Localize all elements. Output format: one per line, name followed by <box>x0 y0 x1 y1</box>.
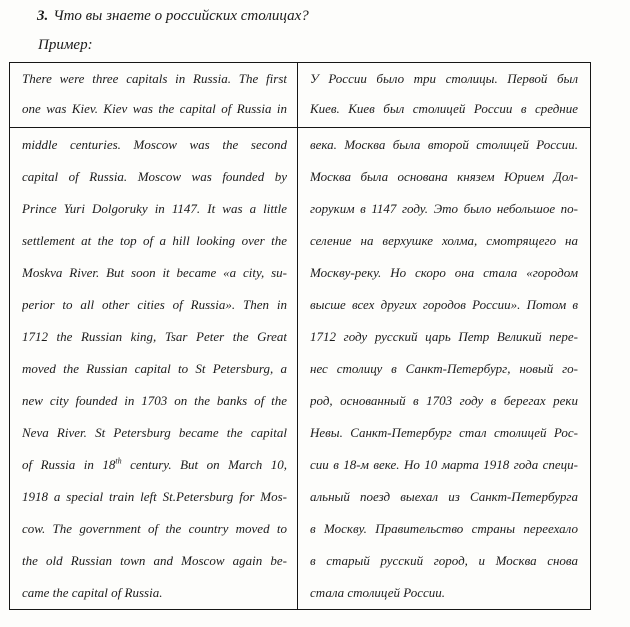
text-line: нес столицу в Санкт-Петербург, новый го- <box>310 361 578 376</box>
text-line: в Москву. Правительство страны переехало <box>310 521 578 536</box>
text-line: Moskva River. But soon it became «a city, su- <box>22 265 287 280</box>
text-line: perior to all other cities of Russia». Then in <box>22 297 287 312</box>
text-line: Neva River. St Petersburg became the capital <box>22 425 287 440</box>
task-heading <box>37 8 309 25</box>
example-label: Пример: <box>38 37 93 53</box>
text-line: Невы. Санкт-Петербург стал столицей Рос- <box>310 425 578 440</box>
text-line: Москву-реку. Но скоро она стала «городом <box>310 265 578 280</box>
text-line: альный поезд выехал из Санкт-Петербурга <box>310 489 578 504</box>
text-line: селение на верхушке холма, смотрящего на <box>310 233 578 248</box>
example-table <box>9 62 591 610</box>
superscript: th <box>115 456 122 466</box>
text-line: cow. The government of the country moved to <box>22 521 287 536</box>
text-line: middle centuries. Moscow was the second <box>22 137 287 152</box>
text-line: 1918 a special train left St.Petersburg for Mos- <box>22 489 287 504</box>
text-line: moved the Russian capital to St Petersburg, a <box>22 361 287 376</box>
russian-cell <box>298 63 590 127</box>
text-line: высше всех других городов России». Потом в <box>310 297 578 312</box>
text-line: в старый русский город, и Москва снова <box>310 553 578 568</box>
text-line: сии в 18-м веке. Но 10 марта 1918 года специ- <box>310 457 578 472</box>
task-number: 3. <box>37 8 49 24</box>
text-line: Prince Yuri Dolgoruky in 1147. It was a little <box>22 201 287 216</box>
task-question: Что вы знаете о российских столицах? <box>53 8 309 24</box>
text-line: There were three capitals in Russia. The first <box>22 71 287 86</box>
text-line: стала столицей России. <box>310 585 446 600</box>
russian-cell <box>298 128 590 609</box>
text-line: one was Kiev. Kiev was the capital of Russia in <box>22 101 287 116</box>
text-line: У России было три столицы. Первой был <box>310 71 578 86</box>
text-line: века. Москва была второй столицей России. <box>310 137 578 152</box>
english-cell <box>10 128 298 609</box>
english-cell <box>10 63 298 127</box>
text-line: of Russia in 18th century. But on March 10, <box>22 456 287 472</box>
text-line: род, основанный в 1703 году в берегах реки <box>310 393 578 408</box>
text-line: 1712 the Russian king, Tsar Peter the Great <box>22 329 287 344</box>
text-line: горуким в 1147 году. Это было небольшое по- <box>310 201 578 216</box>
text-line: capital of Russia. Moscow was founded by <box>22 169 287 184</box>
text-line: Москва была основана князем Юрием Дол- <box>310 169 578 184</box>
text-line: settlement at the top of a hill looking over the <box>22 233 287 248</box>
text-line: new city founded in 1703 on the banks of the <box>22 393 287 408</box>
text-line: 1712 году русский царь Петр Великий пере- <box>310 329 578 344</box>
text-line: Киев. Киев был столицей России в средние <box>310 101 578 116</box>
table-row <box>10 63 590 128</box>
table-row <box>10 128 590 609</box>
text-line: the old Russian town and Moscow again be- <box>22 553 287 568</box>
text-line: came the capital of Russia. <box>22 585 163 600</box>
